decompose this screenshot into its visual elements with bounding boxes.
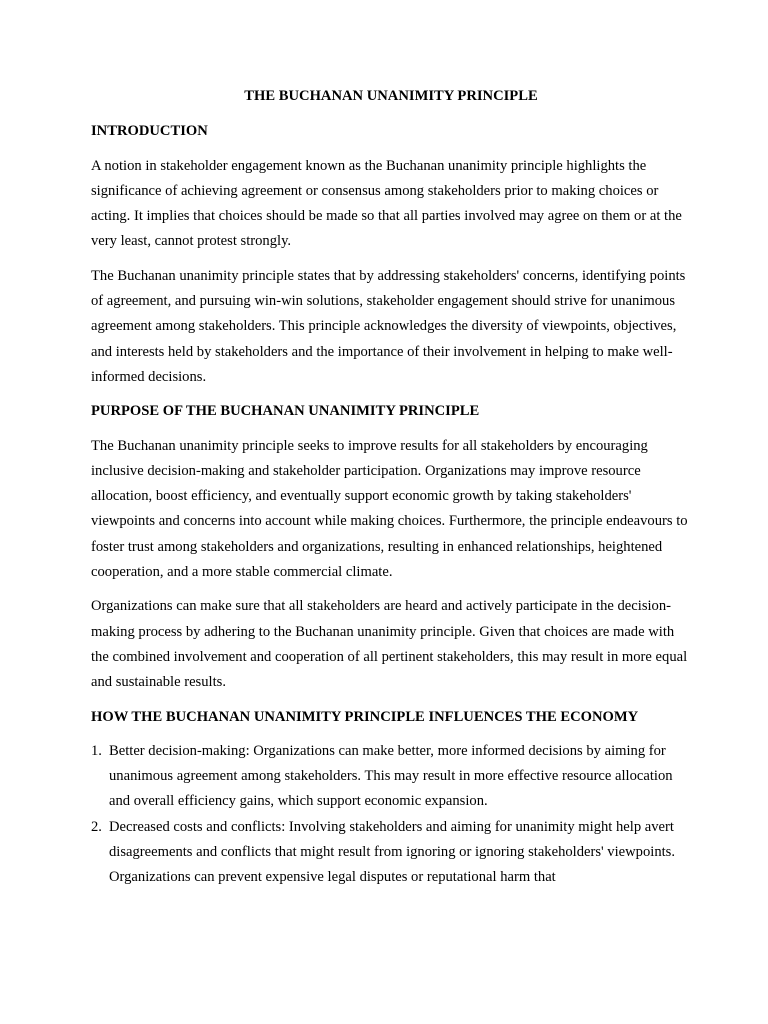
section-purpose <box>91 399 691 695</box>
list-item <box>91 739 691 815</box>
section-heading: HOW THE BUCHANAN UNANIMITY PRINCIPLE INFLUENCES THE ECONOMY <box>91 708 639 725</box>
list-item <box>91 815 691 891</box>
section-heading: PURPOSE OF THE BUCHANAN UNANIMITY PRINCIPLE <box>91 403 480 420</box>
paragraph: The Buchanan unanimity principle states that by addressing stakeholders' concerns, identifying points of agreement, and pursuing win-win solutions, stakeholder engagement should strive for unanimous agreement among stakeholders. This principle acknowledges the diversity of viewpoints, objectives, and interests held by stakeholders and the importance of their involvement in helping to make well-informed decisions. <box>91 267 686 385</box>
document-title: THE BUCHANAN UNANIMITY PRINCIPLE <box>244 88 538 104</box>
document-page <box>91 84 691 891</box>
list-item-text: Better decision-making: Organizations can make better, more informed decisions by aiming for unanimous agreement among stakeholders. This may result in more effective resource allocation and overall efficiency gains, which support economic expansion. <box>109 742 673 810</box>
section-heading: INTRODUCTION <box>91 123 208 140</box>
section-introduction <box>91 119 691 390</box>
list-item-number: 1. <box>91 742 102 759</box>
numbered-list <box>91 739 691 891</box>
paragraph: A notion in stakeholder engagement known as the Buchanan unanimity principle highlights the significance of achieving agreement or consensus among stakeholders prior to making choices or acting. It implies that choices should be made so that all parties involved may agree on them or at the very least, cannot protest strongly. <box>91 157 682 250</box>
paragraph: The Buchanan unanimity principle seeks to improve results for all stakeholders by encouraging inclusive decision-making and stakeholder participation. Organizations may improve resource allocation, boost efficiency, and eventually support economic growth by taking stakeholders' viewpoints and concerns into account while making choices. Furthermore, the principle endeavours to foster trust among stakeholders and organizations, resulting in enhanced relationships, heightened cooperation, and a more stable commercial climate. <box>91 437 688 581</box>
paragraph: Organizations can make sure that all stakeholders are heard and actively participate in the decision-making process by adhering to the Buchanan unanimity principle. Given that choices are made with the combined involvement and cooperation of all pertinent stakeholders, this may result in more equal and sustainable results. <box>91 598 688 691</box>
section-economy-influence <box>91 705 691 891</box>
list-item-text: Decreased costs and conflicts: Involving stakeholders and aiming for unanimity might help avert disagreements and conflicts that might result from ignoring or ignoring stakeholders' viewpoints. Organizations can prevent expensive legal disputes or reputational harm that <box>109 818 675 886</box>
list-item-number: 2. <box>91 818 102 835</box>
